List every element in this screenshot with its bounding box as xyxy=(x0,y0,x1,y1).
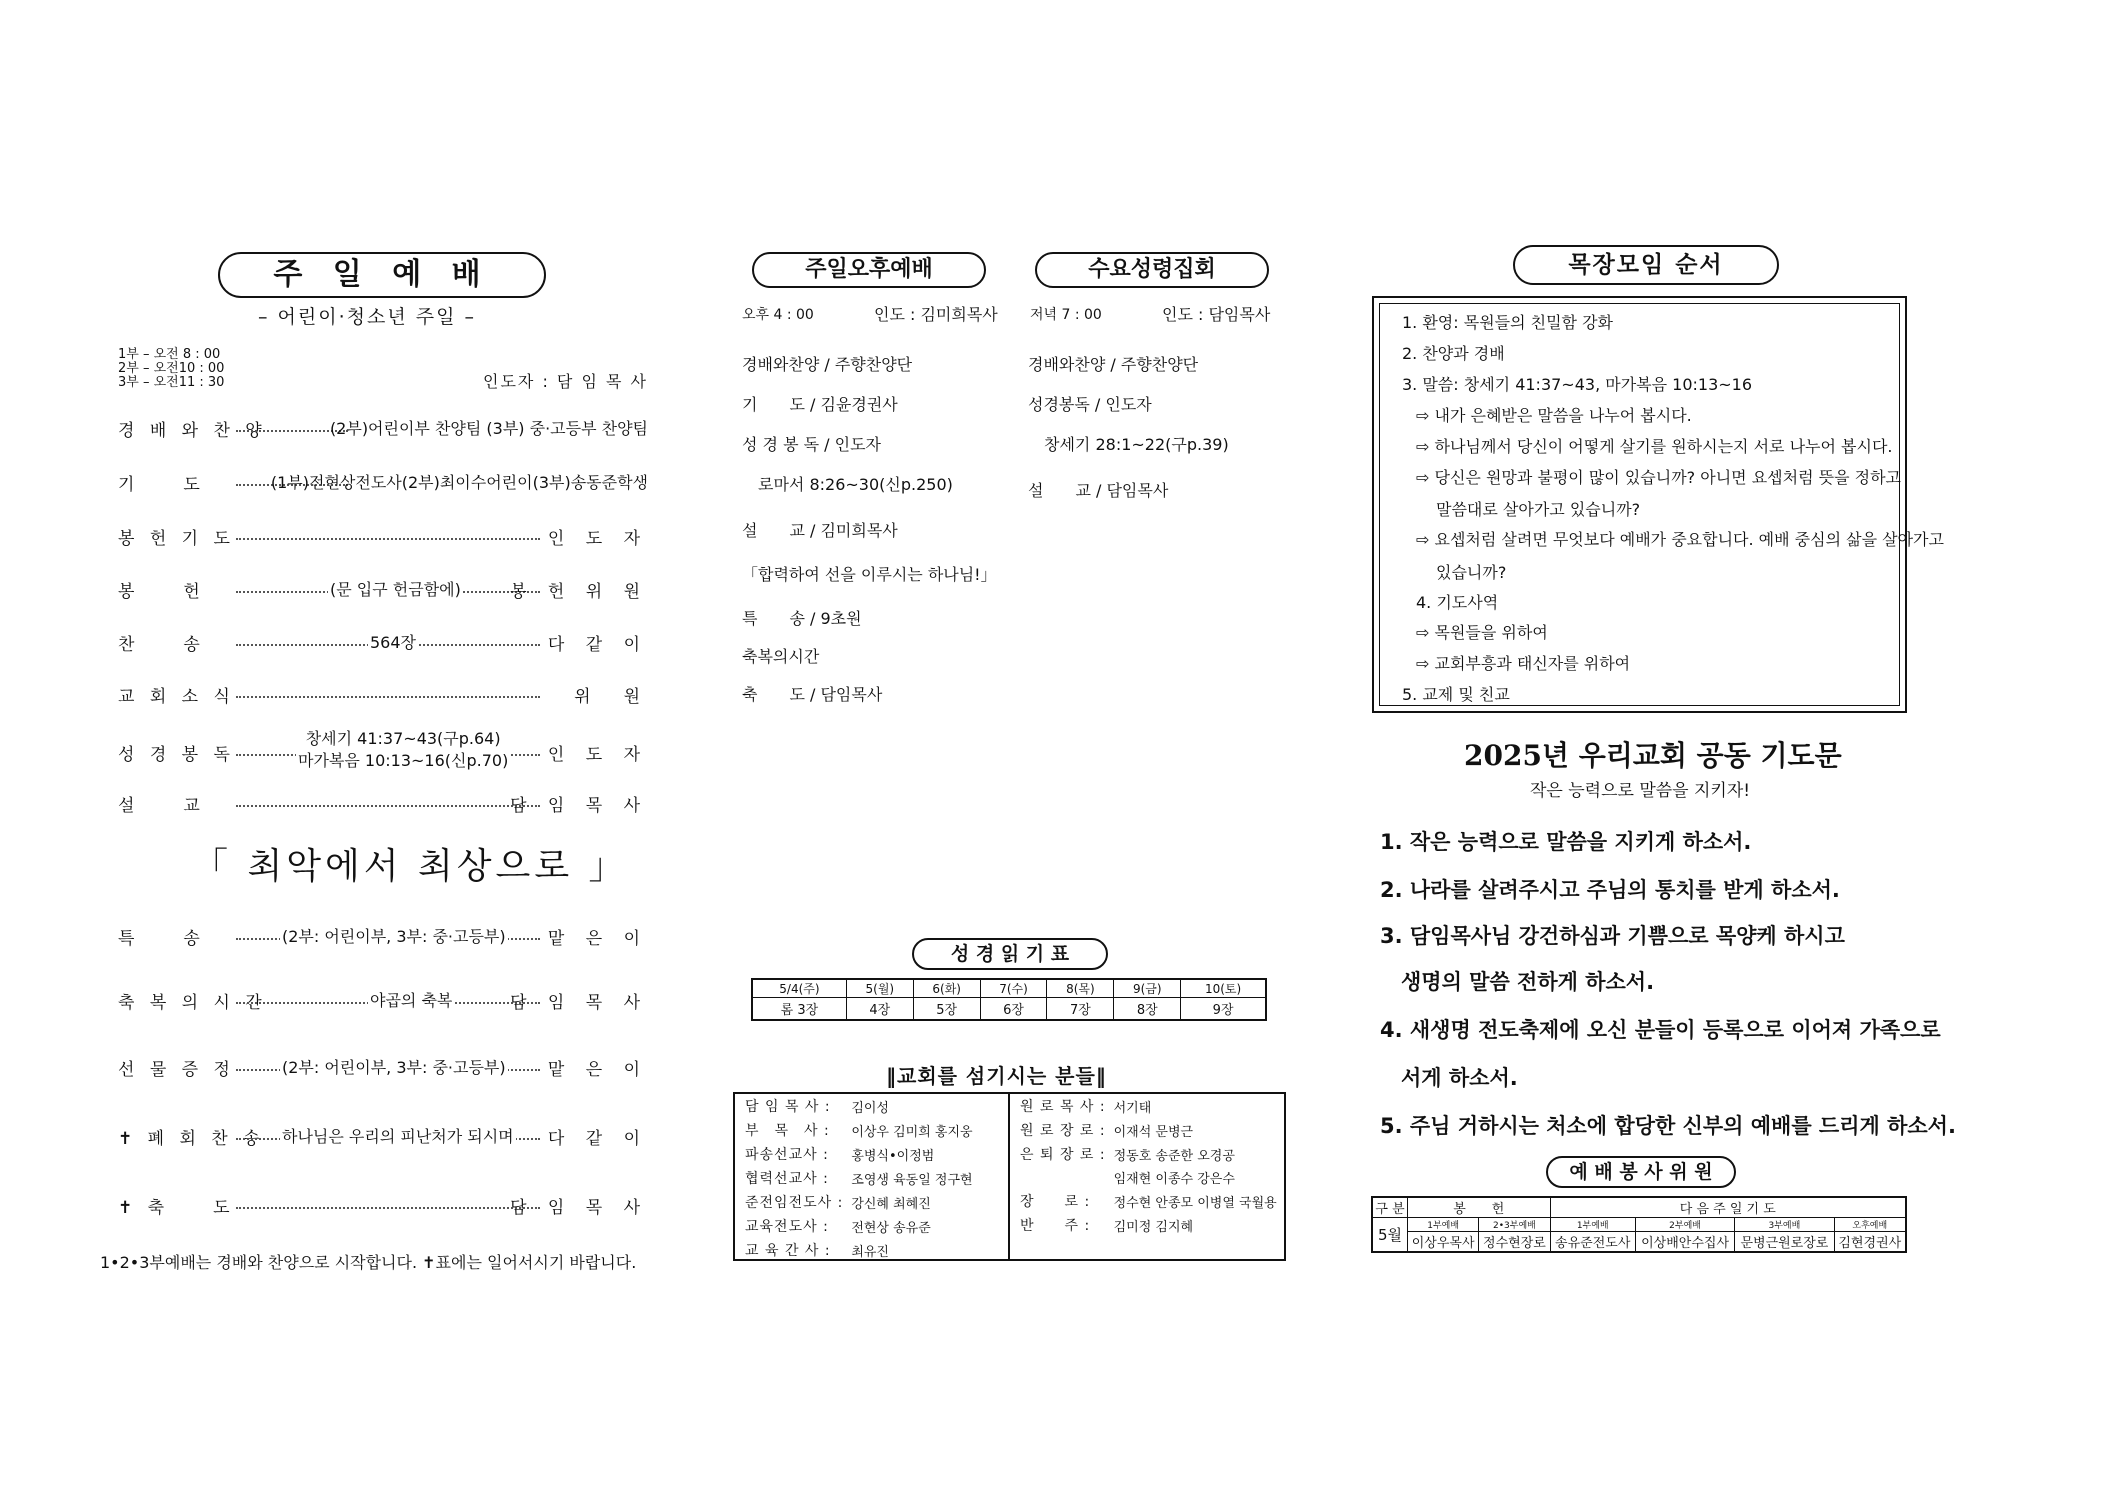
staff-role: 교육전도사 : xyxy=(745,1219,829,1235)
staff-names: 정수현 안종모 이병열 국월용 xyxy=(1113,1195,1277,1211)
staff-role xyxy=(1016,1166,1110,1189)
bible-reading-title: 성 경 읽 기 표 xyxy=(912,938,1108,970)
order-row xyxy=(118,988,648,1018)
order-row xyxy=(118,1193,648,1223)
order-row xyxy=(118,416,648,446)
reading-chapter: 5장 xyxy=(913,998,980,1020)
sunday-footnote: 1•2•3부예배는 경배와 찬양으로 시작합니다. ✝표에는 일어서시기 바랍니다. xyxy=(100,1253,637,1272)
order-label: 특 송 xyxy=(118,929,205,949)
staff-role: 장 로 : xyxy=(1020,1194,1091,1210)
staff-right xyxy=(1016,1094,1281,1237)
staff-row xyxy=(741,1238,977,1262)
staff-row xyxy=(1016,1142,1281,1166)
sub-2: 2•3부예배 xyxy=(1479,1218,1550,1232)
leader-dots xyxy=(236,805,540,807)
order-person: 위 원 xyxy=(574,687,648,707)
order-person: 봉 헌 위 원 xyxy=(510,582,648,602)
prayer-item: 4. 새생명 전도축제에 오신 분들이 등록으로 이어져 가족으로 xyxy=(1380,1018,1941,1042)
reading-chapter: 4장 xyxy=(846,998,913,1020)
leader-dots xyxy=(236,1207,540,1209)
staff-names: 강신혜 최혜진 xyxy=(851,1196,931,1212)
reading-chapter: 6장 xyxy=(980,998,1047,1020)
order-label: 교 회 소 식 xyxy=(118,687,235,707)
time-3: 3부 – 오전11 : 30 xyxy=(118,375,225,390)
order-label: 봉 헌 기 도 xyxy=(118,529,235,549)
staff-box xyxy=(733,1092,1286,1261)
staff-row xyxy=(741,1118,977,1142)
mokjang-item: 말씀대로 살아가고 있습니까? xyxy=(1436,500,1641,519)
order-person: 인 도 자 xyxy=(547,529,648,549)
sunday-title: 주 일 예 배 xyxy=(218,252,546,298)
month-cell: 5월 xyxy=(1372,1218,1408,1253)
reading-day: 9(금) xyxy=(1114,979,1181,998)
prayer-item: 5. 주님 거하시는 처소에 합당한 신부의 예배를 드리게 하소서. xyxy=(1380,1114,1956,1138)
staff-row xyxy=(1016,1094,1281,1118)
val-4: 이상배안수집사 xyxy=(1635,1232,1734,1253)
prayer-subtitle: 작은 능력으로 말씀을 지키자! xyxy=(1530,781,1751,801)
order-label: 축 복 의 시 간 xyxy=(118,993,267,1013)
staff-names: 이상우 김미희 홍지웅 xyxy=(851,1124,973,1140)
staff-title: ‖교회를 섬기시는 분들‖ xyxy=(886,1064,1107,1088)
sermon-title: 「 최악에서 최상으로 」 xyxy=(192,846,629,887)
reading-chapter: 8장 xyxy=(1114,998,1181,1020)
val-6: 김현경권사 xyxy=(1834,1232,1906,1253)
mokjang-title: 목장모임 순서 xyxy=(1513,245,1779,285)
order-person: 다 같 이 xyxy=(547,1129,648,1149)
sub-6: 오후예배 xyxy=(1834,1218,1906,1232)
order-detail-line: 창세기 41:37~43(구p.64) xyxy=(305,729,501,748)
staff-row xyxy=(741,1214,977,1238)
leader-dots xyxy=(236,538,540,540)
service-line: 성 경 봉 독 / 인도자 xyxy=(742,435,882,454)
staff-role: 협력선교사 : xyxy=(745,1171,829,1187)
staff-row xyxy=(741,1166,977,1190)
col-offering: 봉 헌 xyxy=(1408,1197,1551,1218)
val-1: 이상우목사 xyxy=(1408,1232,1479,1253)
service-line: 기 도 / 김윤경권사 xyxy=(742,395,898,414)
service-line: 「합력하여 선을 이루시는 하나님!」 xyxy=(742,565,997,584)
order-detail-line: 야곱의 축복 xyxy=(370,991,453,1010)
service-line: 축복의시간 xyxy=(742,647,820,666)
staff-row xyxy=(1016,1189,1281,1213)
prayer-item: 1. 작은 능력으로 말씀을 지키게 하소서. xyxy=(1380,830,1752,854)
order-person: (1부)전현상전도사(2부)최이수어린이(3부)송동준학생 xyxy=(270,473,648,492)
reading-day: 7(수) xyxy=(980,979,1047,998)
order-person: 인 도 자 xyxy=(547,745,648,765)
staff-names: 임재현 이종수 강은수 xyxy=(1113,1172,1235,1187)
order-row xyxy=(118,729,648,770)
order-label: 선 물 증 정 xyxy=(118,1060,235,1080)
mokjang-item: 있습니까? xyxy=(1436,563,1507,582)
col-gubun: 구 분 xyxy=(1372,1197,1408,1218)
staff-names: 최유진 xyxy=(851,1244,889,1260)
mokjang-item: ⇨ 요셉처럼 살려면 무엇보다 예배가 중요합니다. 예배 중심의 삶을 살아가고 xyxy=(1416,530,1944,549)
order-person: 다 같 이 xyxy=(547,635,648,655)
service-line: 경배와찬양 / 주향찬양단 xyxy=(742,355,913,374)
reading-day: 8(목) xyxy=(1047,979,1114,998)
order-detail xyxy=(296,728,510,772)
staff-names: 김미정 김지혜 xyxy=(1113,1219,1194,1235)
staff-divider xyxy=(1008,1094,1010,1259)
order-person: 맡 은 이 xyxy=(547,929,648,949)
bible-reading-days xyxy=(752,979,1266,998)
reading-chapter: 7장 xyxy=(1047,998,1114,1020)
order-row xyxy=(118,1124,648,1154)
reading-day: 5/4(주) xyxy=(752,979,846,998)
order-detail xyxy=(328,577,463,600)
order-row xyxy=(118,524,648,554)
prayer-item: 서게 하소서. xyxy=(1380,1066,1518,1090)
prayer-item: 3. 담임목사님 강건하심과 기쁨으로 목양케 하시고 xyxy=(1380,924,1845,948)
order-detail-line: 하나님은 우리의 피난처가 되시며 xyxy=(282,1127,514,1146)
sub-5: 3부예배 xyxy=(1735,1218,1834,1232)
service-team-title: 예 배 봉 사 위 원 xyxy=(1546,1156,1736,1188)
staff-role: 부 목 사 : xyxy=(745,1123,830,1139)
service-line: 창세기 28:1~22(구p.39) xyxy=(1028,435,1229,454)
mokjang-item: 5. 교제 및 친교 xyxy=(1402,685,1510,704)
mokjang-item: ⇨ 하나님께서 당신이 어떻게 살기를 원하시는지 서로 나누어 봅시다. xyxy=(1416,437,1893,456)
val-3: 송유준전도사 xyxy=(1550,1232,1635,1253)
order-row xyxy=(118,924,648,954)
staff-names: 이재석 문병근 xyxy=(1113,1124,1194,1140)
col-prayer: 다 음 주 일 기 도 xyxy=(1550,1197,1906,1218)
prayer-item: 2. 나라를 살려주시고 주님의 통치를 받게 하소서. xyxy=(1380,878,1840,902)
order-row xyxy=(118,630,648,660)
order-detail-line: 564장 xyxy=(370,633,416,652)
mokjang-item: ⇨ 내가 은혜받은 말씀을 나누어 봅시다. xyxy=(1416,406,1692,425)
staff-role: 파송선교사 : xyxy=(745,1147,829,1163)
order-row xyxy=(118,577,648,607)
sub-3: 1부예배 xyxy=(1550,1218,1635,1232)
time-2: 2부 – 오전10 : 00 xyxy=(118,361,225,376)
staff-row xyxy=(741,1142,977,1166)
order-label: ✝ 축 도 xyxy=(118,1198,235,1218)
staff-role: 은 퇴 장 로 : xyxy=(1020,1147,1106,1163)
order-label: 성 경 봉 독 xyxy=(118,745,235,765)
afternoon-time: 오후 4 : 00 xyxy=(742,307,814,323)
mokjang-item: 1. 환영: 목원들의 친밀함 강화 xyxy=(1402,313,1614,332)
staff-row xyxy=(741,1094,977,1118)
mokjang-item: 2. 찬양과 경배 xyxy=(1402,344,1505,363)
order-detail-line: (2부: 어린이부, 3부: 중·고등부) xyxy=(282,1058,506,1077)
order-detail xyxy=(280,1055,508,1078)
reading-chapter: 롬 3장 xyxy=(752,998,846,1020)
order-label: 설 교 xyxy=(118,796,205,816)
staff-row xyxy=(741,1190,977,1214)
order-detail-line: (2부: 어린이부, 3부: 중·고등부) xyxy=(282,927,506,946)
staff-names: 조영생 육동일 정구현 xyxy=(851,1172,973,1188)
order-detail-line: (문 입구 헌금함에) xyxy=(330,580,461,599)
mokjang-item: ⇨ 당신은 원망과 불평이 많이 있습니까? 아니면 요셉처럼 뜻을 정하고 xyxy=(1416,468,1901,487)
staff-names: 정동호 송준한 오경공 xyxy=(1113,1148,1235,1164)
service-team-table xyxy=(1371,1196,1907,1253)
reading-day: 10(토) xyxy=(1181,979,1266,998)
order-label: 경 배 와 찬 양 xyxy=(118,421,267,441)
staff-row xyxy=(1016,1118,1281,1142)
staff-row xyxy=(1016,1213,1281,1237)
bible-reading-table xyxy=(751,978,1267,1021)
mokjang-item: 3. 말씀: 창세기 41:37~43, 마가복음 10:13~16 xyxy=(1402,375,1753,394)
afternoon-title: 주일오후예배 xyxy=(752,252,986,288)
afternoon-leader: 인도 : 김미희목사 xyxy=(874,305,998,324)
staff-role: 담 임 목 사 : xyxy=(745,1099,831,1115)
order-detail xyxy=(280,924,508,947)
order-row xyxy=(118,470,648,500)
order-person: 담 임 목 사 xyxy=(510,1198,648,1218)
reading-day: 5(월) xyxy=(846,979,913,998)
reading-day: 6(화) xyxy=(913,979,980,998)
sub-4: 2부예배 xyxy=(1635,1218,1734,1232)
wednesday-leader: 인도 : 담임목사 xyxy=(1162,305,1271,324)
wednesday-time: 저녁 7 : 00 xyxy=(1030,307,1102,323)
time-1: 1부 – 오전 8 : 00 xyxy=(118,347,221,362)
staff-left xyxy=(741,1094,977,1262)
service-line: 경배와찬양 / 주향찬양단 xyxy=(1028,355,1199,374)
order-detail xyxy=(368,630,418,653)
order-label: 기 도 xyxy=(118,475,205,495)
service-line: 성경봉독 / 인도자 xyxy=(1028,395,1152,414)
sunday-subtitle: – 어린이·청소년 주일 – xyxy=(258,306,476,328)
prayer-item: 생명의 말씀 전하게 하소서. xyxy=(1380,970,1655,994)
sub-1: 1부예배 xyxy=(1408,1218,1479,1232)
order-row xyxy=(118,1055,648,1085)
reading-chapter: 9장 xyxy=(1181,998,1266,1020)
order-detail xyxy=(368,988,454,1011)
staff-names: 김이성 xyxy=(851,1100,889,1116)
service-line: 축 도 / 담임목사 xyxy=(742,685,883,704)
order-label: 찬 송 xyxy=(118,635,205,655)
mokjang-item: ⇨ 목원들을 위하여 xyxy=(1416,623,1548,642)
order-person: 담 임 목 사 xyxy=(510,993,648,1013)
order-detail xyxy=(280,1124,516,1147)
bible-reading-chapters xyxy=(752,998,1266,1020)
order-person: 맡 은 이 xyxy=(547,1060,648,1080)
mokjang-item: 4. 기도사역 xyxy=(1416,593,1499,612)
staff-names: 전현상 송유준 xyxy=(851,1220,931,1236)
staff-role: 원 로 장 로 : xyxy=(1020,1123,1106,1139)
staff-names: 서기태 xyxy=(1113,1100,1152,1116)
wednesday-title: 수요성령집회 xyxy=(1035,252,1269,288)
staff-names: 홍병식•이정범 xyxy=(851,1148,935,1164)
order-person: 담 임 목 사 xyxy=(510,796,648,816)
mokjang-item: ⇨ 교회부흥과 태신자를 위하여 xyxy=(1416,654,1631,673)
staff-row xyxy=(1016,1166,1281,1189)
sunday-leader: 인도자 : 담 임 목 사 xyxy=(483,372,649,391)
staff-role: 원 로 목 사 : xyxy=(1020,1099,1106,1115)
order-label: ✝ 폐 회 찬 송 xyxy=(118,1129,265,1149)
staff-role: 반 주 : xyxy=(1020,1218,1091,1234)
service-line: 로마서 8:26~30(신p.250) xyxy=(742,475,953,494)
order-label: 봉 헌 xyxy=(118,582,205,602)
staff-role: 준전임전도사 : xyxy=(745,1195,844,1211)
leader-dots xyxy=(236,696,540,698)
val-5: 문병근원로장로 xyxy=(1735,1232,1834,1253)
service-line: 설 교 / 김미희목사 xyxy=(742,521,898,540)
prayer-title: 2025년 우리교회 공동 기도문 xyxy=(1464,739,1842,772)
order-row xyxy=(118,791,648,821)
order-person: (2부)어린이부 찬양팀 (3부) 중·고등부 찬양팀 xyxy=(329,419,648,438)
service-line: 설 교 / 담임목사 xyxy=(1028,481,1169,500)
staff-role: 교 육 간 사 : xyxy=(745,1243,831,1259)
service-line: 특 송 / 9초원 xyxy=(742,609,862,628)
service-times xyxy=(118,348,224,390)
order-row xyxy=(118,682,648,712)
val-2: 정수현장로 xyxy=(1479,1232,1550,1253)
order-detail-line: 마가복음 10:13~16(신p.70) xyxy=(298,751,509,770)
